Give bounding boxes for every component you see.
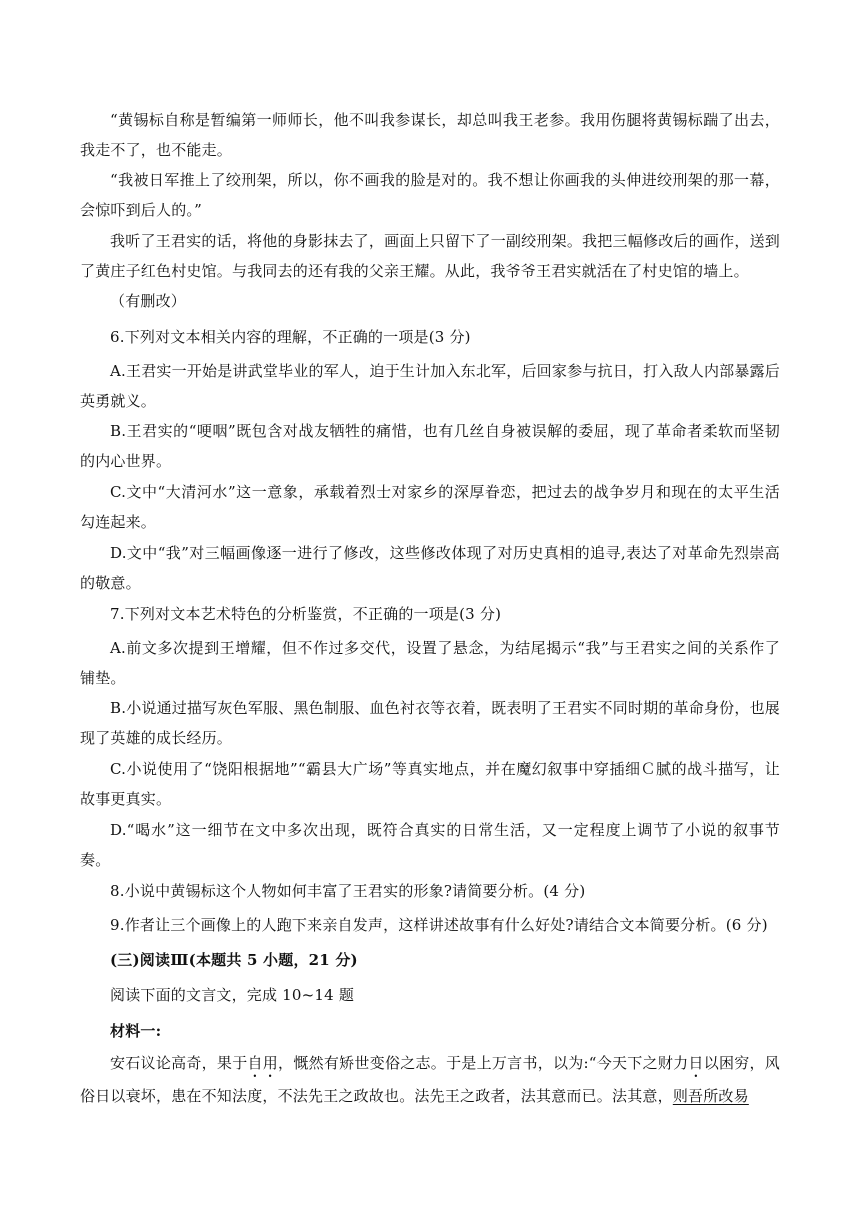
question-6-stem: 6.下列对文本相关内容的理解，不正确的一项是(3 分) bbox=[110, 328, 471, 346]
material-1-text-c: 以困穷，风俗日以衰坏，患在不知法度，不法先王之政故也。法先王之政者，法其意而已。法其意， bbox=[80, 1054, 780, 1105]
edit-note: （有删改） bbox=[110, 292, 187, 310]
question-7-option-a: A.前文多次提到王增耀，但不作过多交代，设置了悬念，为结尾揭示“我”与王君实之间的关系作了铺垫。 bbox=[80, 639, 780, 687]
question-6-option-c: C.文中“大清河水”这一意象，承载着烈士对家乡的深厚眷恋，把过去的战争岁月和现在的太平生活勾连起来。 bbox=[80, 483, 780, 531]
story-paragraph-2: “我被日军推上了绞刑架，所以，你不画我的脸是对的。我不想让你画我的头伸进绞刑架的那一幕，会惊吓到后人的。” bbox=[80, 171, 780, 219]
question-7-option-c: C.小说使用了“饶阳根据地”“霸县大广场”等真实地点，并在魔幻叙事中穿插细Ｃ腻的战斗描写，让故事更真实。 bbox=[80, 760, 780, 808]
material-1-text-b: ，慨然有矫世变俗之志。于是上万言书，以为:“今天下之财力 bbox=[278, 1054, 689, 1072]
story-paragraph-3: 我听了王君实的话，将他的身影抹去了，画面上只留下了一副绞刑架。我把三幅修改后的画作，送到了黄庄子红色村史馆。与我同去的还有我的父亲王耀。从此，我爷爷王君实就活在了村史馆的墙上。 bbox=[80, 232, 780, 280]
question-8: 8.小说中黄锡标这个人物如何丰富了王君实的形象?请简要分析。(4 分) bbox=[110, 882, 586, 900]
dotted-word-ziyong: 自用 bbox=[247, 1054, 279, 1072]
material-1-text-a: 安石议论高奇，果于 bbox=[110, 1054, 248, 1072]
question-9: 9.作者让三个画像上的人跑下来亲自发声，这样讲述故事有什么好处?请结合文本简要分析。(6 分) bbox=[110, 916, 768, 934]
dotted-word-ri: 日 bbox=[688, 1054, 704, 1072]
question-7-stem: 7.下列对文本艺术特色的分析鉴赏，不正确的一项是(3 分) bbox=[110, 605, 502, 623]
section-3-instruction: 阅读下面的文言文，完成 10~14 题 bbox=[110, 986, 355, 1004]
question-7-option-b: B.小说通过描写灰色军服、黑色制服、血色衬衣等衣着，既表明了王君实不同时期的革命身份，也展现了英雄的成长经历。 bbox=[80, 699, 780, 747]
underlined-phrase: 则吾所改易 bbox=[672, 1087, 749, 1105]
question-6-option-d: D.文中“我”对三幅画像逐一进行了修改，这些修改体现了对历史真相的追寻,表达了对革命先烈崇高的敬意。 bbox=[80, 544, 780, 592]
material-1-text bbox=[80, 1048, 780, 1111]
question-7-option-d: D.“喝水”这一细节在文中多次出现，既符合真实的日常生活，又一定程度上调节了小说的叙事节奏。 bbox=[80, 821, 780, 869]
material-1-label: 材料一: bbox=[110, 1022, 162, 1040]
section-3-heading: (三)阅读Ⅲ(本题共 5 小题，21 分) bbox=[110, 951, 358, 969]
question-6-option-b: B.王君实的“哽咽”既包含对战友牺牲的痛惜，也有几丝自身被误解的委屈，现了革命者柔软而坚韧的内心世界。 bbox=[80, 422, 780, 470]
story-paragraph-1: “黄锡标自称是暂编第一师师长，他不叫我参谋长，却总叫我王老参。我用伤腿将黄锡标踹了出去，我走不了，也不能走。 bbox=[80, 111, 780, 159]
question-6-option-a: A.王君实一开始是讲武堂毕业的军人，迫于生计加入东北军，后回家参与抗日，打入敌人内部暴露后英勇就义。 bbox=[80, 362, 780, 410]
